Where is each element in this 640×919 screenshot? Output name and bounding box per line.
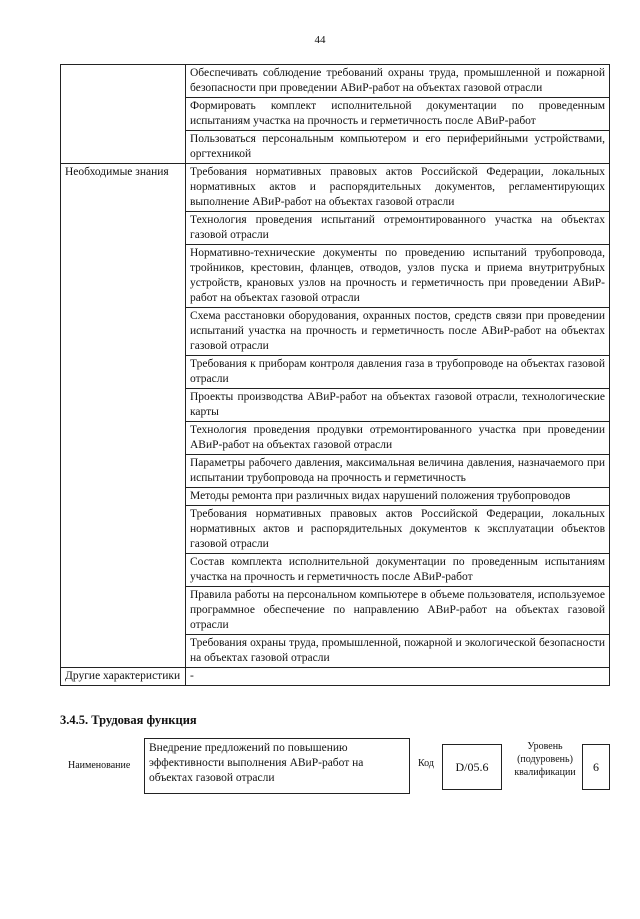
- list-item: Обеспечивать соблюдение требований охраны труда, промышленной и пожарной безопасности при проведении АВиР-работ на объектах газовой отрасли: [190, 67, 605, 94]
- name-label: Наименование: [68, 760, 131, 771]
- list-item: Методы ремонта при различных видах нарушений положения трубопроводов: [186, 487, 609, 505]
- row-label: [61, 65, 186, 164]
- code-value: D/05.6: [442, 744, 502, 790]
- list-item: Требования охраны труда, промышленной, пожарной и экологической безопасности на объектах газовой отрасли: [186, 634, 609, 667]
- list-item: Нормативно-технические документы по проведению испытаний трубопровода, тройников, крестовин, фланцев, отводов, узлов пуска и приема внутритрубных устройств, крановых узлов на прочность и герметичность при проведении АВиР-работ на объектах газовой отрасли: [186, 244, 609, 307]
- code-label: Код: [418, 758, 434, 769]
- level-label: Уровень (подуровень) квалификации: [514, 741, 576, 778]
- list-item: Параметры рабочего давления, максимальная величина давления, назначаемого при испытании трубопровода на прочность и герметичность: [186, 454, 609, 487]
- row-items: [186, 164, 610, 668]
- row-items: [186, 65, 610, 164]
- list-item: Требования к приборам контроля давления газа в трубопроводе на объектах газовой отрасли: [186, 355, 609, 388]
- list-item: -: [190, 670, 194, 682]
- section-heading: 3.4.5. Трудовая функция: [60, 713, 197, 727]
- skills-knowledge-table: [60, 64, 610, 686]
- list-item: Формировать комплект исполнительной документации по проведенным испытаниям участка на прочность и герметичность после АВиР-работ: [186, 97, 609, 130]
- labor-function-header: [60, 738, 610, 798]
- table-row: [61, 65, 610, 164]
- list-item: Технология проведения продувки отремонтированного участка при проведении АВиР-работ на объектах газовой отрасли: [186, 421, 609, 454]
- page-number: 44: [314, 34, 326, 46]
- row-label: Необходимые знания: [61, 164, 186, 668]
- table-row: [61, 668, 610, 686]
- table-row: [61, 164, 610, 668]
- list-item: Правила работы на персональном компьютере в объеме пользователя, используемое программное обеспечение по направлению АВиР-работ на объектах газовой отрасли: [186, 586, 609, 634]
- list-item: Требования нормативных правовых актов Российской Федерации, локальных нормативных актов и распорядительных документов к эксплуатации объектов газовой отрасли: [186, 505, 609, 553]
- list-item: Пользоваться персональным компьютером и его периферийными устройствами, оргтехникой: [186, 130, 609, 163]
- row-label: Другие характеристики: [61, 668, 186, 686]
- level-value: 6: [582, 744, 610, 790]
- list-item: Схема расстановки оборудования, охранных постов, средств связи при проведении испытаний участка на прочность и герметичность после АВиР-работ на объектах газовой отрасли: [186, 307, 609, 355]
- list-item: Состав комплекта исполнительной документации по проведенным испытаниям участка на прочность и герметичность после АВиР-работ: [186, 553, 609, 586]
- list-item: Проекты производства АВиР-работ на объектах газовой отрасли, технологические карты: [186, 388, 609, 421]
- list-item: Технология проведения испытаний отремонтированного участка на объектах газовой отрасли: [186, 211, 609, 244]
- name-value: Внедрение предложений по повышению эффективности выполнения АВиР-работ на объектах газовой отрасли: [144, 738, 410, 794]
- row-items: [186, 668, 610, 686]
- list-item: Требования нормативных правовых актов Российской Федерации, локальных нормативных актов и распорядительных документов, регламентирующих выполнение АВиР-работ на объектах газовой отрасли: [190, 166, 605, 208]
